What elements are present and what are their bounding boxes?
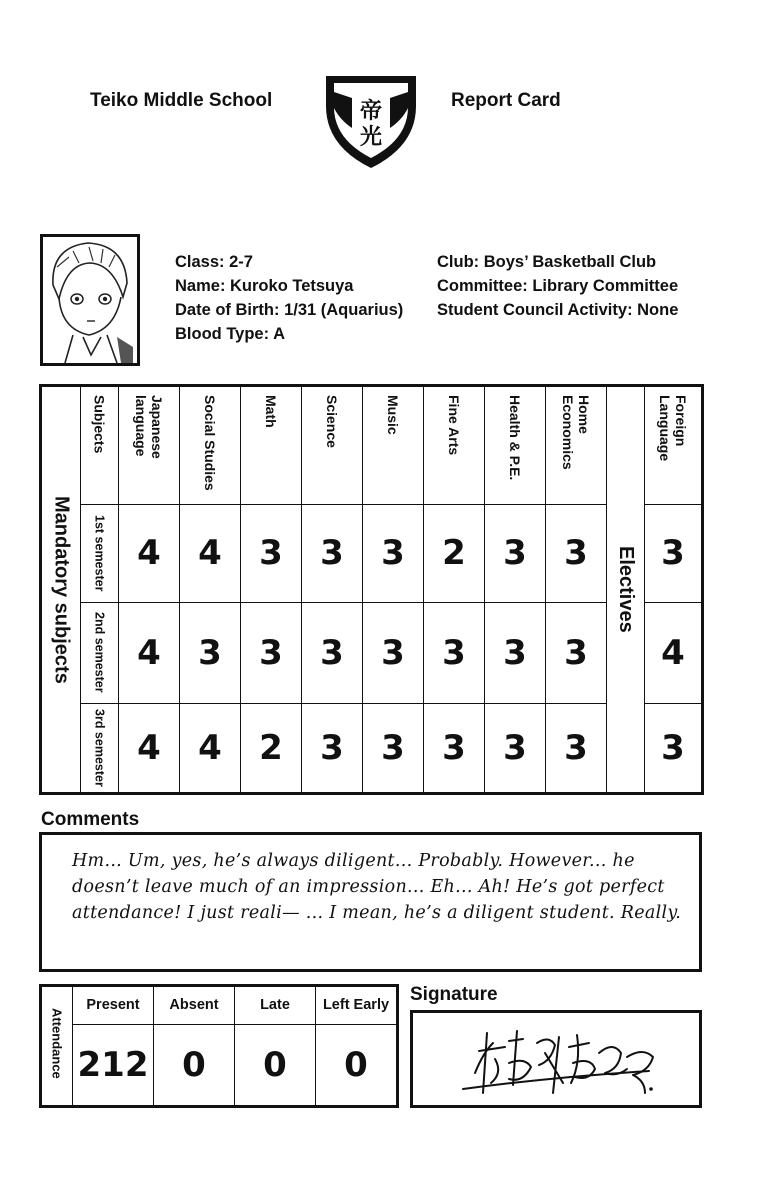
attendance-value-cell [235, 1024, 316, 1106]
student-portrait-icon [43, 237, 137, 363]
electives-label: Electives [615, 546, 637, 633]
attendance-header: Left Early [322, 997, 390, 1014]
subject-fine-arts [424, 386, 485, 505]
attendance-header-cell [235, 986, 316, 1025]
grade-cell [363, 603, 424, 703]
subject-label: Social Studies [202, 395, 218, 491]
grade-cell [180, 603, 241, 703]
grade-cell [180, 504, 241, 602]
semester-label-cell [81, 603, 119, 703]
grade-value: 3 [320, 727, 344, 768]
grade-cell [119, 504, 180, 602]
mandatory-subjects-label: Mandatory subjects [50, 495, 73, 684]
grade-cell [485, 603, 546, 703]
grade-value: 3 [564, 533, 588, 574]
semester-label: 2nd semester [92, 612, 107, 694]
electives-label-cell [607, 386, 645, 794]
attendance-value-row [41, 1024, 398, 1106]
subjects-header-cell [81, 386, 119, 505]
attendance-header-cell [73, 986, 154, 1025]
elective-grade-cell [645, 703, 703, 793]
grade-value: 4 [198, 533, 222, 574]
grade-cell [180, 703, 241, 793]
grade-value: 3 [381, 533, 405, 574]
grade-cell [485, 703, 546, 793]
subject-social-studies [180, 386, 241, 505]
grade-cell [119, 603, 180, 703]
semester-row-2 [41, 603, 703, 703]
signature-box [410, 1010, 702, 1108]
grade-cell [424, 703, 485, 793]
semester-label: 3rd semester [92, 708, 107, 787]
grade-value: 3 [259, 533, 283, 574]
grade-value: 3 [259, 632, 283, 673]
school-crest-icon [322, 68, 420, 172]
semester-row-1 [41, 504, 703, 602]
grade-value: 3 [503, 632, 527, 673]
grades-table [39, 384, 704, 795]
elective-grade-value: 4 [661, 632, 685, 673]
elective-grade-value: 3 [661, 727, 685, 768]
name-field: Name: Kuroko Tetsuya [175, 277, 354, 295]
subject-label: Science [324, 395, 340, 448]
attendance-label: Attendance [49, 1008, 65, 1079]
report-card-title: Report Card [451, 90, 561, 111]
grade-value: 3 [381, 632, 405, 673]
attendance-table [39, 984, 399, 1108]
grade-value: 3 [442, 632, 466, 673]
mandatory-label-cell [41, 386, 81, 794]
student-info-left [175, 250, 403, 346]
club-field: Club: Boys’ Basketball Club [437, 253, 657, 271]
subject-health-pe [485, 386, 546, 505]
subject-music [363, 386, 424, 505]
grade-value: 3 [381, 727, 405, 768]
grade-cell [241, 703, 302, 793]
semester-label-cell [81, 504, 119, 602]
grade-cell [546, 603, 607, 703]
grade-cell [485, 504, 546, 602]
dob-field: Date of Birth: 1/31 (Aquarius) [175, 301, 404, 319]
attendance-header: Late [260, 997, 290, 1014]
attendance-header: Present [86, 997, 140, 1014]
grade-value: 3 [503, 727, 527, 768]
attendance-value-cell [73, 1024, 154, 1106]
grade-value: 4 [137, 727, 161, 768]
subject-label: Home Economics [560, 395, 592, 470]
subject-math [241, 386, 302, 505]
subject-label: Health & P.E. [507, 395, 523, 481]
committee-field: Committee: Library Committee [437, 277, 679, 295]
grade-value: 3 [320, 632, 344, 673]
grade-cell [119, 703, 180, 793]
student-info-right [437, 250, 678, 322]
grade-value: 3 [198, 632, 222, 673]
attendance-header-cell [154, 986, 235, 1025]
subjects-header: Subjects [91, 395, 108, 454]
school-name: Teiko Middle School [90, 90, 273, 111]
grade-cell [241, 603, 302, 703]
grade-cell [424, 504, 485, 602]
subject-label: Foreign Language [657, 395, 689, 462]
grade-cell [546, 703, 607, 793]
semester-label-cell [81, 703, 119, 793]
grade-value: 3 [564, 632, 588, 673]
subject-japanese [119, 386, 180, 505]
left-early-value: 0 [344, 1044, 368, 1085]
grade-cell [363, 504, 424, 602]
grade-value: 3 [320, 533, 344, 574]
attendance-value-cell [316, 1024, 398, 1106]
grade-value: 3 [564, 727, 588, 768]
class-field: Class: 2-7 [175, 253, 253, 271]
present-value: 212 [77, 1044, 149, 1085]
grade-value: 2 [259, 727, 283, 768]
grade-value: 3 [442, 727, 466, 768]
comment-text: Hm... Um, yes, he’s always diligent... Probably. However... he doesn’t leave much of an impression... Eh... Ah! He’s got perfect attendance! I just reali— ... I mean, he’s a diligent student. Really. [72, 851, 682, 923]
grade-cell [363, 703, 424, 793]
grade-value: 3 [503, 533, 527, 574]
blood-type-field: Blood Type: A [175, 325, 285, 343]
grade-value: 2 [442, 533, 466, 574]
signature-title: Signature [410, 984, 498, 1005]
subject-foreign-language [645, 386, 703, 505]
subjects-row [41, 386, 703, 505]
attendance-value-cell [154, 1024, 235, 1106]
semester-row-3 [41, 703, 703, 793]
grade-value: 4 [137, 533, 161, 574]
attendance-header-cell [316, 986, 398, 1025]
grade-value: 4 [198, 727, 222, 768]
attendance-header: Absent [169, 997, 219, 1014]
subject-label: Japanese language [133, 395, 165, 459]
late-value: 0 [263, 1044, 287, 1085]
student-photo [40, 234, 140, 366]
subject-science [302, 386, 363, 505]
grade-cell [546, 504, 607, 602]
grade-cell [302, 603, 363, 703]
grade-cell [241, 504, 302, 602]
elective-grade-cell [645, 603, 703, 703]
elective-grade-cell [645, 504, 703, 602]
grade-cell [302, 703, 363, 793]
grade-cell [302, 504, 363, 602]
elective-grade-value: 3 [661, 533, 685, 574]
signature-scribble-icon [413, 1013, 699, 1105]
subject-label: Fine Arts [446, 395, 462, 456]
svg-text:光: 光 [359, 125, 383, 150]
absent-value: 0 [182, 1044, 206, 1085]
subject-label: Music [385, 395, 401, 435]
grade-cell [424, 603, 485, 703]
comments-title: Comments [41, 809, 140, 830]
council-field: Student Council Activity: None [437, 301, 679, 319]
semester-label: 1st semester [92, 515, 107, 592]
grade-value: 4 [137, 632, 161, 673]
subject-label: Math [263, 395, 279, 428]
attendance-label-cell [41, 986, 73, 1107]
subject-home-economics [546, 386, 607, 505]
svg-text:帝: 帝 [359, 99, 383, 124]
attendance-header-row [41, 986, 398, 1025]
